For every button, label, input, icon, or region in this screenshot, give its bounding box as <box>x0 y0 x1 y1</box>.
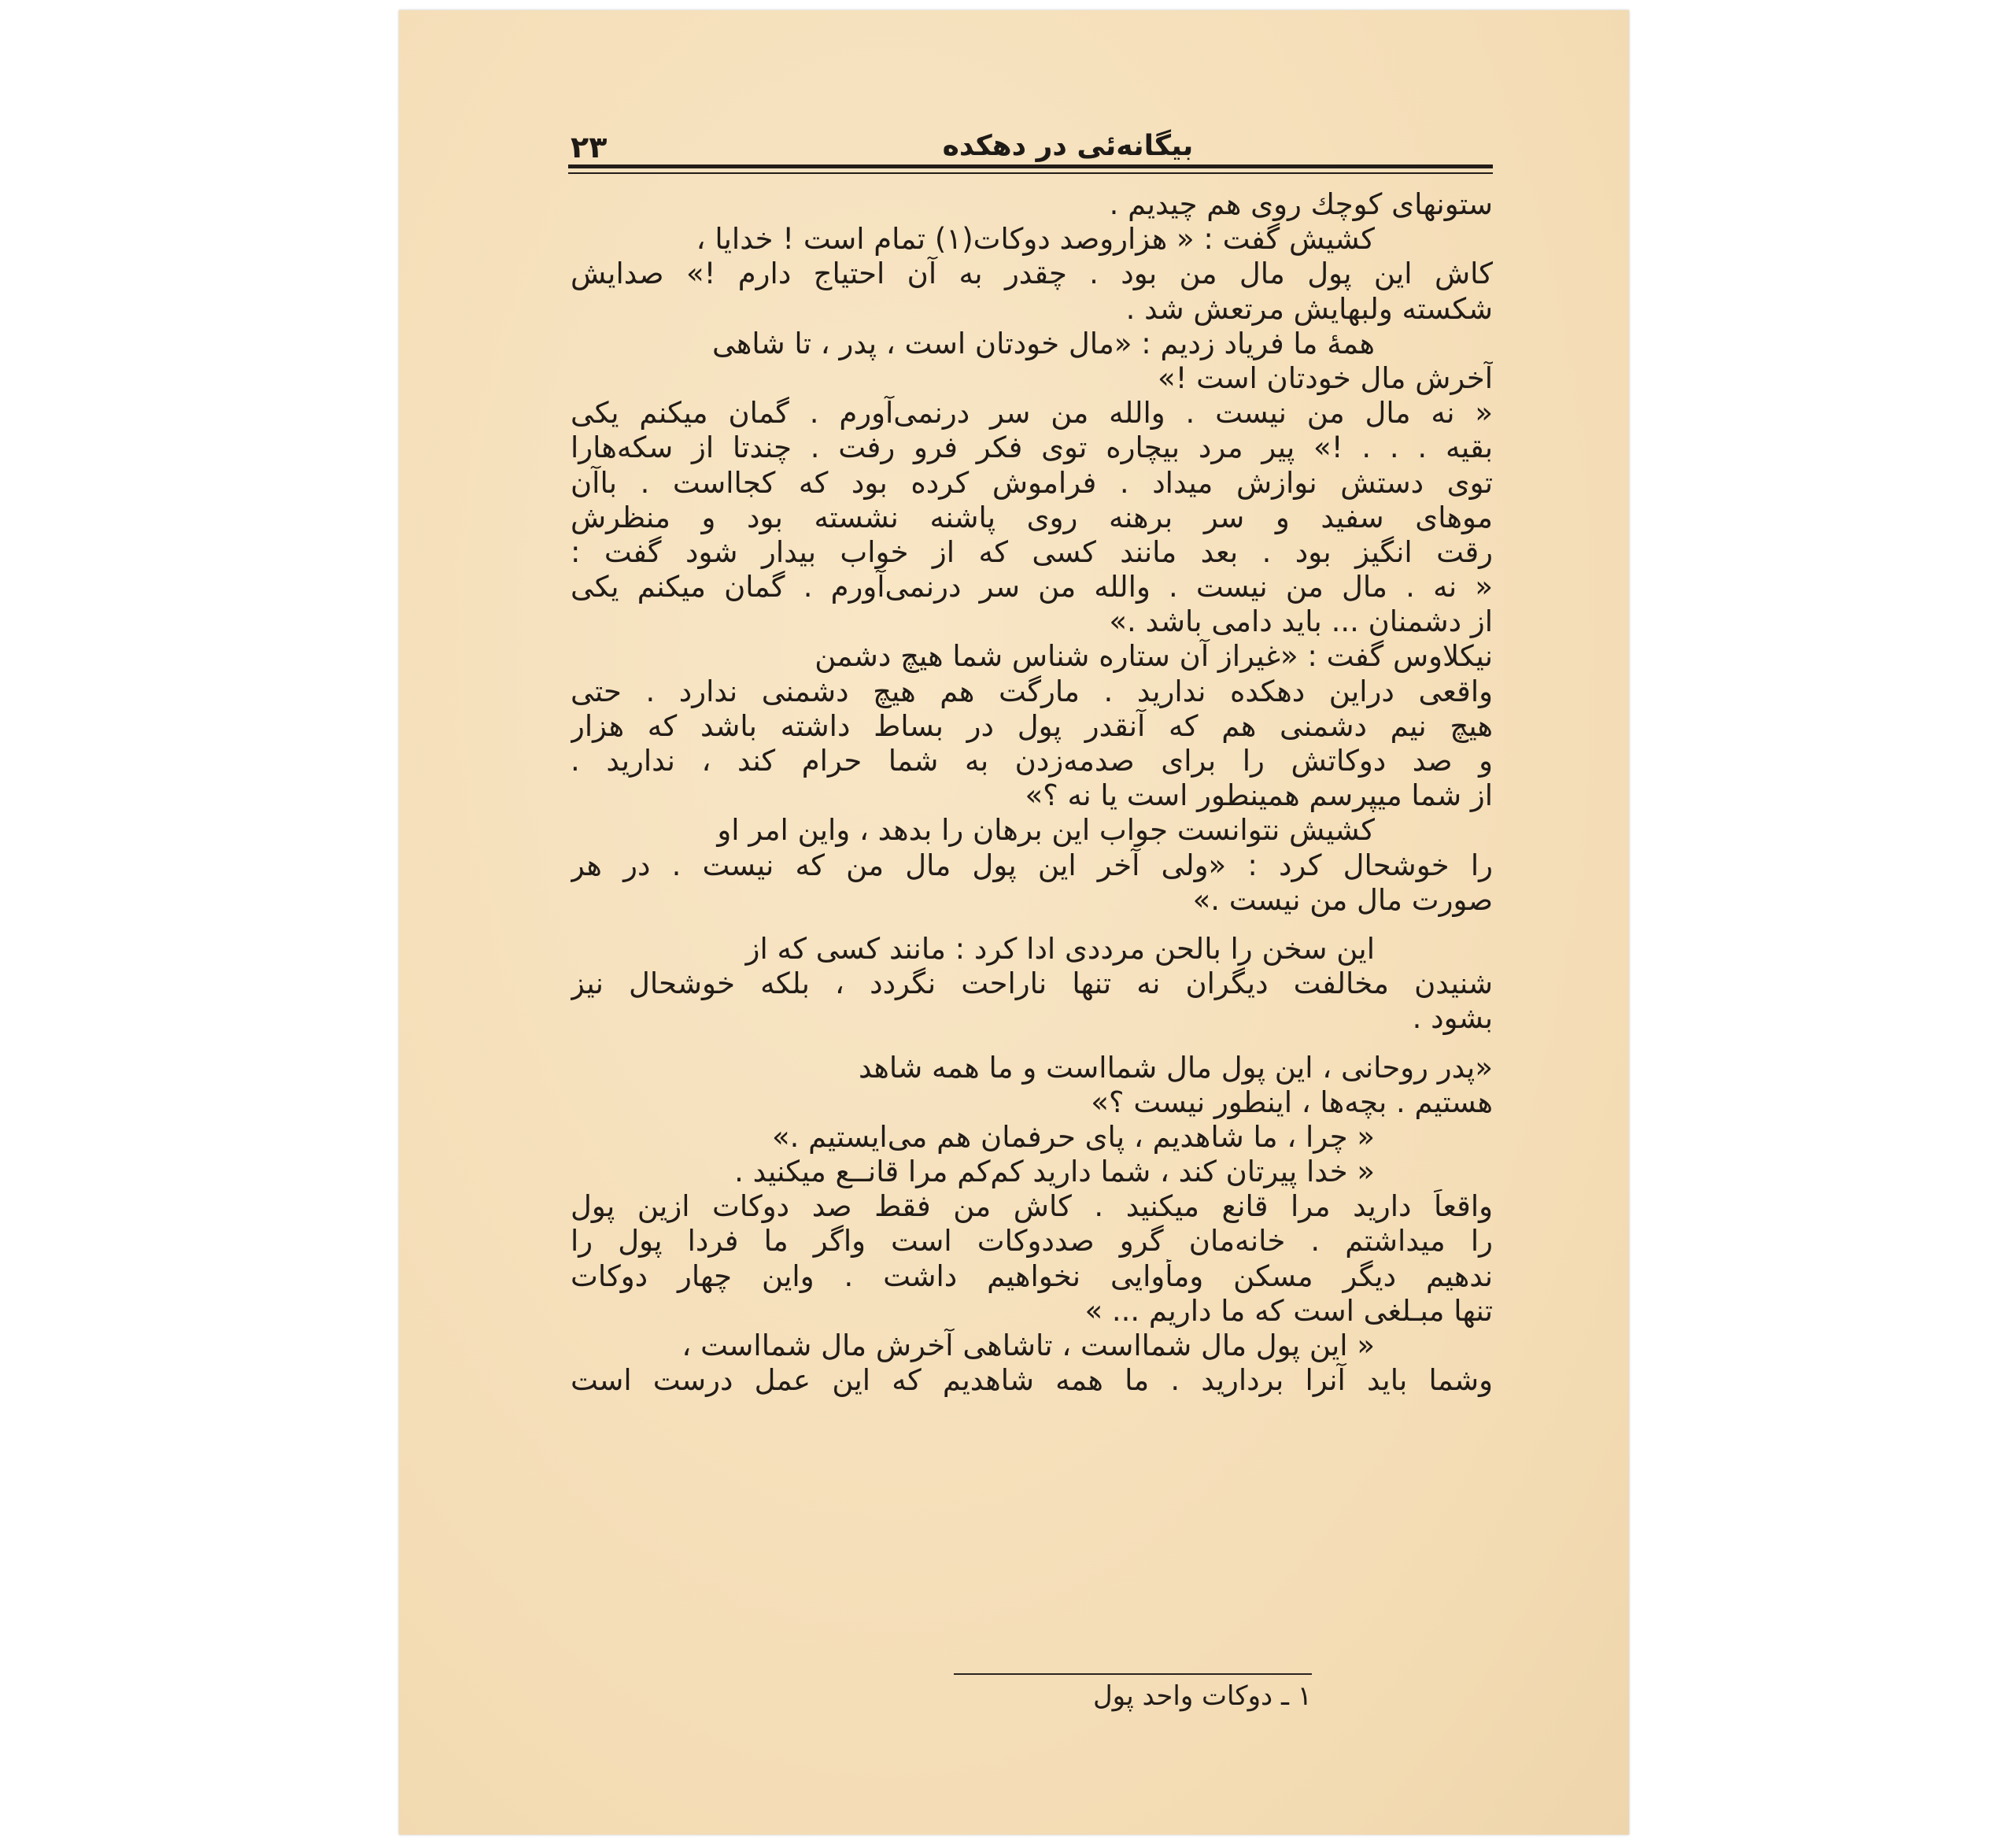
header-rule-thick <box>568 164 1493 168</box>
text-line: را خوشحال کرد : «ولی آخر این پول مال من که نیست . در هر <box>571 848 1493 882</box>
running-title: بیگانه‌ئی در دهکده <box>942 130 1194 162</box>
text-line: « نه . مال من نیست . والله من سر درنمی‌آورم . گمان میکنم یکی <box>571 570 1493 604</box>
text-line: هستیم . بچه‌ها ، اینطور نیست ؟» <box>1091 1085 1493 1119</box>
text-line: تنها مبـلغی است که ما داریم ... » <box>1084 1293 1493 1328</box>
text-line: وشما باید آنرا بردارید . ما همه شاهدیم که این عمل درست است <box>571 1363 1493 1398</box>
text-line: را میداشتم . خانه‌مان گرو صددوکات است واگر ما فردا پول را <box>571 1224 1493 1258</box>
body-text <box>571 187 1493 1398</box>
page-header <box>564 130 1493 169</box>
text-line: ستونهای کوچك روی هم چیدیم . <box>1109 187 1493 221</box>
text-line: هیچ نیم دشمنی هم که آنقدر پول در بساط داشته باشد که هزار <box>571 708 1493 743</box>
text-line: « خدا پیرتان کند ، شما دارید کم‌کم مرا قانــع میکنید . <box>734 1155 1375 1189</box>
text-line: شکسته ولبهایش مرتعش شد . <box>1125 291 1493 326</box>
text-line: موهای سفید و سر برهنه روی پاشنه نشسته بود و منظرش <box>571 500 1493 534</box>
text-line: کشیش نتوانست جواب این برهان را بدهد ، واین امر او <box>717 813 1375 848</box>
text-line: رقت انگیز بود . بعد مانند کسی که از خواب بیدار شود گفت : <box>571 534 1493 569</box>
text-line: همهٔ ما فریاد زدیم : «مال خودتان است ، پدر ، تا شاهی <box>712 326 1375 360</box>
header-rule-thin <box>568 172 1493 174</box>
footnote-rule <box>954 1673 1312 1675</box>
text-line: نیکلاوس گفت : «غیراز آن ستاره شناس شما هیچ دشمن <box>814 639 1493 674</box>
text-line: کشیش گفت : « هزاروصد دوکات(۱) تمام است ! خدایا ، <box>696 222 1375 257</box>
text-line: از شما میپرسم همینطور است یا نه ؟» <box>1025 778 1493 813</box>
text-line: ندهیم دیگر مسکن ومأوایی نخواهیم داشت . واین چهار دوکات <box>571 1258 1493 1293</box>
text-line: بشود . <box>1412 1001 1493 1036</box>
text-line: « این پول مال شمااست ، تاشاهی آخرش مال شمااست ، <box>681 1329 1375 1362</box>
text-line: صورت مال من نیست .» <box>1192 882 1493 917</box>
page-number: ۲۳ <box>571 130 608 164</box>
text-line: واقعی دراین دهکده ندارید . مارگت هم هیچ دشمنی ندارد . حتی <box>571 674 1493 708</box>
text-line: کاش این پول مال من بود . چقدر به آن احتیاج دارم !» صدایش <box>571 257 1493 291</box>
text-line: از دشمنان ... باید دامی باشد .» <box>1109 604 1493 639</box>
text-line: شنیدن مخالفت دیگران نه تنها ناراحت نگردد ، بلکه خوشحال نیز <box>571 967 1493 1001</box>
text-line: واقعاً دارید مرا قانع میکنید . کاش من فقط صد دوکات ازین پول <box>571 1189 1493 1224</box>
text-line: این سخن را بالحن مرددی ادا کرد : مانند کسی که از <box>745 931 1375 966</box>
text-line: « نه مال من نیست . والله من سر درنمی‌آورم . گمان میکنم یکی <box>571 396 1493 431</box>
text-line: بقیه . . . !» پیر مرد بیچاره توی فکر فرو رفت . چندتا از سکه‌هارا <box>571 431 1493 465</box>
text-line: توی دستش نوازش میداد . فراموش کرده بود که کجااست . باآن <box>571 465 1493 500</box>
text-line: آخرش مال خودتان است !» <box>1157 360 1493 395</box>
text-line: « چرا ، ما شاهدیم ، پای حرفمان هم می‌ایستیم .» <box>772 1119 1375 1154</box>
text-line: و صد دوکاتش را برای صدمه‌زدن به شما حرام کند ، ندارید . <box>571 744 1493 778</box>
footnote: ۱ ـ دوکات واحد پول <box>1092 1680 1312 1712</box>
book-page <box>399 10 1629 1835</box>
text-line: «پدر روحانی ، این پول مال شمااست و ما همه شاهد <box>859 1050 1493 1085</box>
